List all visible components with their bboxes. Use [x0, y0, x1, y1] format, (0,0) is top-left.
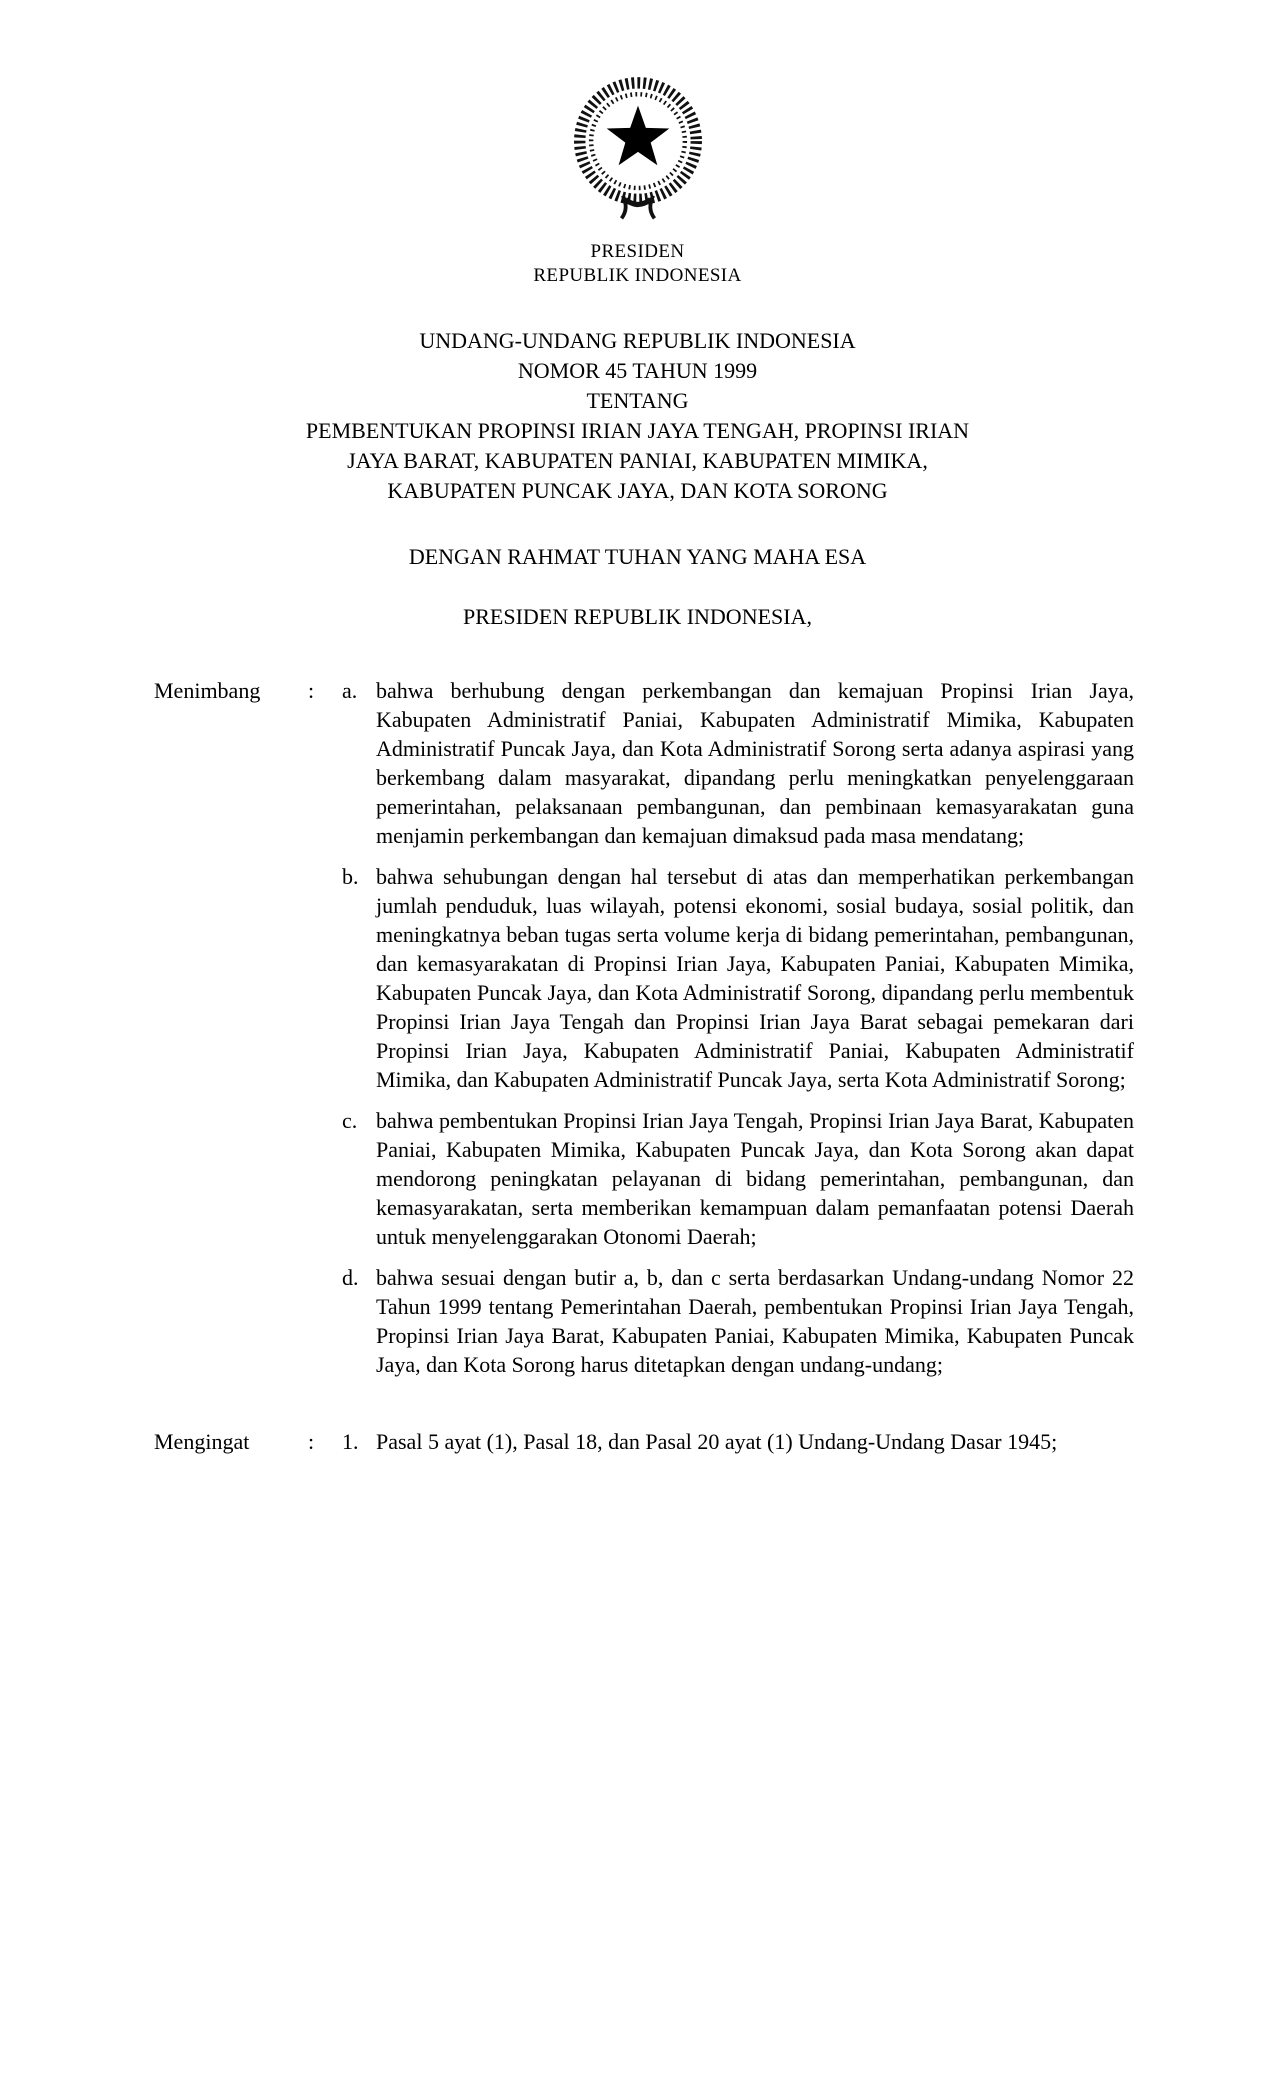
mengingat-section — [154, 1427, 1134, 1456]
authority-line: PRESIDEN REPUBLIK INDONESIA, — [463, 604, 812, 629]
menimbang-item-b — [342, 862, 1134, 1094]
menimbang-item-d — [342, 1263, 1134, 1379]
letterhead-republik-indonesia: REPUBLIK INDONESIA — [533, 265, 742, 286]
item-marker: a. — [342, 678, 358, 703]
letterhead — [0, 240, 1275, 288]
item-marker: 1. — [342, 1429, 359, 1454]
star-wreath-emblem-icon — [562, 70, 714, 230]
item-text: bahwa sehubungan dengan hal tersebut di atas dan memperhatikan perkembangan jumlah penduduk, luas wilayah, potensi ekonomi, sosial budaya, sosial politik, dan meningkatnya beban tugas serta volume kerja di bidang pemerintahan, pembangunan, dan kemasyarakatan di Propinsi Irian Jaya, Kabupaten Paniai, Kabupaten Mimika, Kabupaten Puncak Jaya, dan Kota Administratif Sorong, dipandang perlu membentuk Propinsi Irian Jaya Tengah dan Propinsi Irian Jaya Barat sebagai pemekaran dari Propinsi Irian Jaya, Kabupaten Administratif Paniai, Kabupaten Administratif Mimika, dan Kabupaten Administratif Puncak Jaya, serta Kota Administratif Sorong; — [376, 864, 1134, 1092]
law-subject-line-1: PEMBENTUKAN PROPINSI IRIAN JAYA TENGAH, PROPINSI IRIAN — [305, 418, 970, 443]
item-text: bahwa sesuai dengan butir a, b, dan c serta berdasarkan Undang-undang Nomor 22 Tahun 1999 tentang Pemerintahan Daerah, pembentukan Propinsi Irian Jaya Tengah, Propinsi Irian Jaya Barat, Kabupaten Paniai, Kabupaten Mimika, Kabupaten Puncak Jaya, dan Kota Sorong harus ditetapkan dengan undang-undang; — [376, 1265, 1134, 1377]
item-marker: d. — [342, 1265, 359, 1290]
item-text: bahwa pembentukan Propinsi Irian Jaya Tengah, Propinsi Irian Jaya Barat, Kabupaten Paniai, Kabupaten Mimika, Kabupaten Puncak Jaya, dan Kota Sorong akan dapat mendorong peningkatan pelayanan di bidang pemerintahan, pembangunan, dan kemasyarakatan, serta memberikan kemampuan dalam pemanfaatan potensi Daerah untuk menyelenggarakan Otonomi Daerah; — [376, 1108, 1134, 1249]
item-marker: c. — [342, 1108, 358, 1133]
law-subject-line-3: KABUPATEN PUNCAK JAYA, DAN KOTA SORONG — [387, 478, 888, 503]
menimbang-label: Menimbang — [154, 678, 261, 703]
item-text: bahwa berhubung dengan perkembangan dan kemajuan Propinsi Irian Jaya, Kabupaten Administratif Paniai, Kabupaten Administratif Mimika, Kabupaten Administratif Puncak Jaya, dan Kota Administratif Sorong serta adanya aspirasi yang berkembang dalam masyarakat, dipandang perlu meningkatkan penyelenggaraan pemerintahan, pelaksanaan pembangunan, dan pembinaan kemasyarakatan guna menjamin perkembangan dan kemajuan dimaksud pada masa mendatang; — [376, 678, 1134, 848]
letterhead-presiden: PRESIDEN — [590, 241, 685, 262]
law-title-block — [188, 326, 1088, 506]
menimbang-section — [154, 676, 1134, 1379]
menimbang-item-a — [342, 676, 1134, 850]
law-tentang: TENTANG — [586, 388, 689, 413]
menimbang-colon: : — [308, 678, 315, 703]
mengingat-item-1 — [342, 1427, 1134, 1456]
menimbang-items — [342, 676, 1134, 1379]
law-subject-line-2: JAYA BARAT, KABUPATEN PANIAI, KABUPATEN MIMIKA, — [347, 448, 928, 473]
mengingat-label: Mengingat — [154, 1429, 250, 1454]
mengingat-items — [342, 1427, 1134, 1456]
law-name: UNDANG-UNDANG REPUBLIK INDONESIA — [419, 328, 856, 353]
law-number: NOMOR 45 TAHUN 1999 — [517, 358, 758, 383]
menimbang-item-c — [342, 1106, 1134, 1251]
item-marker: b. — [342, 864, 359, 889]
clauses-section — [154, 676, 1134, 1456]
mengingat-colon: : — [308, 1429, 315, 1454]
presidential-seal — [562, 70, 714, 230]
invocation-line: DENGAN RAHMAT TUHAN YANG MAHA ESA — [408, 544, 867, 569]
item-text: Pasal 5 ayat (1), Pasal 18, dan Pasal 20 ayat (1) Undang-Undang Dasar 1945; — [376, 1429, 1058, 1454]
